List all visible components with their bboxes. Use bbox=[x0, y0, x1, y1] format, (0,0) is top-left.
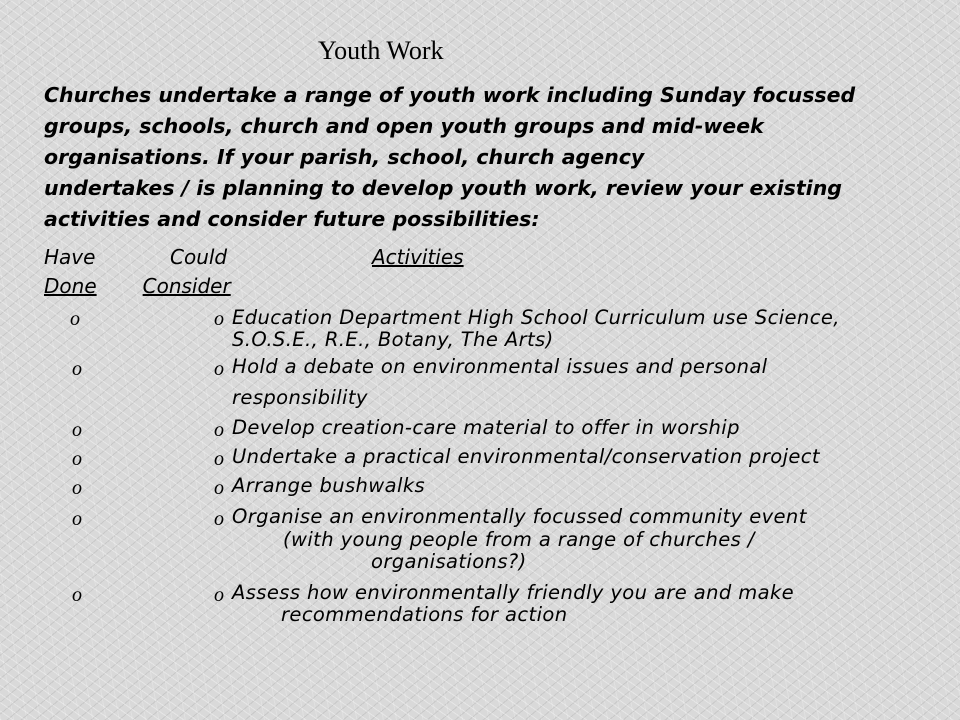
have-done-checkbox: o bbox=[72, 419, 82, 441]
could-consider-checkbox: o bbox=[214, 358, 224, 380]
activity-text: (with young people from a range of churches / bbox=[283, 528, 755, 551]
activity-text: Education Department High School Curriculum use Science, bbox=[232, 306, 840, 329]
have-done-checkbox: o bbox=[72, 358, 82, 380]
could-consider-checkbox: o bbox=[214, 477, 224, 499]
intro-paragraph bbox=[44, 80, 944, 235]
activity-text: Arrange bushwalks bbox=[232, 474, 426, 497]
activity-text: Organise an environmentally focussed community event bbox=[232, 505, 807, 528]
activity-text: responsibility bbox=[232, 386, 368, 409]
header-could: Could bbox=[170, 245, 228, 269]
activity-text: organisations?) bbox=[371, 550, 527, 573]
have-done-checkbox: o bbox=[72, 584, 82, 606]
activity-text: recommendations for action bbox=[281, 603, 568, 626]
intro-line: organisations. If your parish, school, church agency bbox=[44, 145, 645, 169]
could-consider-checkbox: o bbox=[214, 584, 224, 606]
could-consider-checkbox: o bbox=[214, 308, 224, 330]
could-consider-checkbox: o bbox=[214, 448, 224, 470]
header-done: Done bbox=[44, 274, 97, 298]
activity-text: Undertake a practical environmental/conservation project bbox=[232, 445, 820, 468]
activity-text: Hold a debate on environmental issues and personal bbox=[232, 355, 768, 378]
intro-line: groups, schools, church and open youth groups and mid-week bbox=[44, 114, 764, 138]
could-consider-checkbox: o bbox=[214, 508, 224, 530]
header-done-consider bbox=[44, 274, 262, 298]
header-consider: Consider bbox=[142, 274, 231, 298]
activity-text: S.O.S.E., R.E., Botany, The Arts) bbox=[232, 328, 554, 351]
header-have: Have bbox=[44, 245, 96, 269]
have-done-checkbox: o bbox=[72, 448, 82, 470]
have-done-checkbox: o bbox=[72, 508, 82, 530]
intro-line: Churches undertake a range of youth work including Sunday focussed bbox=[44, 83, 856, 107]
could-consider-checkbox: o bbox=[214, 419, 224, 441]
have-done-checkbox: o bbox=[72, 477, 82, 499]
intro-line: undertakes / is planning to develop youth work, review your existing bbox=[44, 176, 842, 200]
intro-line: activities and consider future possibilities: bbox=[44, 207, 540, 231]
have-done-checkbox: o bbox=[70, 308, 80, 330]
header-activities: Activities bbox=[372, 245, 464, 269]
page-title: Youth Work bbox=[318, 36, 444, 65]
activity-text: Develop creation-care material to offer in worship bbox=[232, 416, 740, 439]
activity-text: Assess how environmentally friendly you are and make bbox=[232, 581, 795, 604]
